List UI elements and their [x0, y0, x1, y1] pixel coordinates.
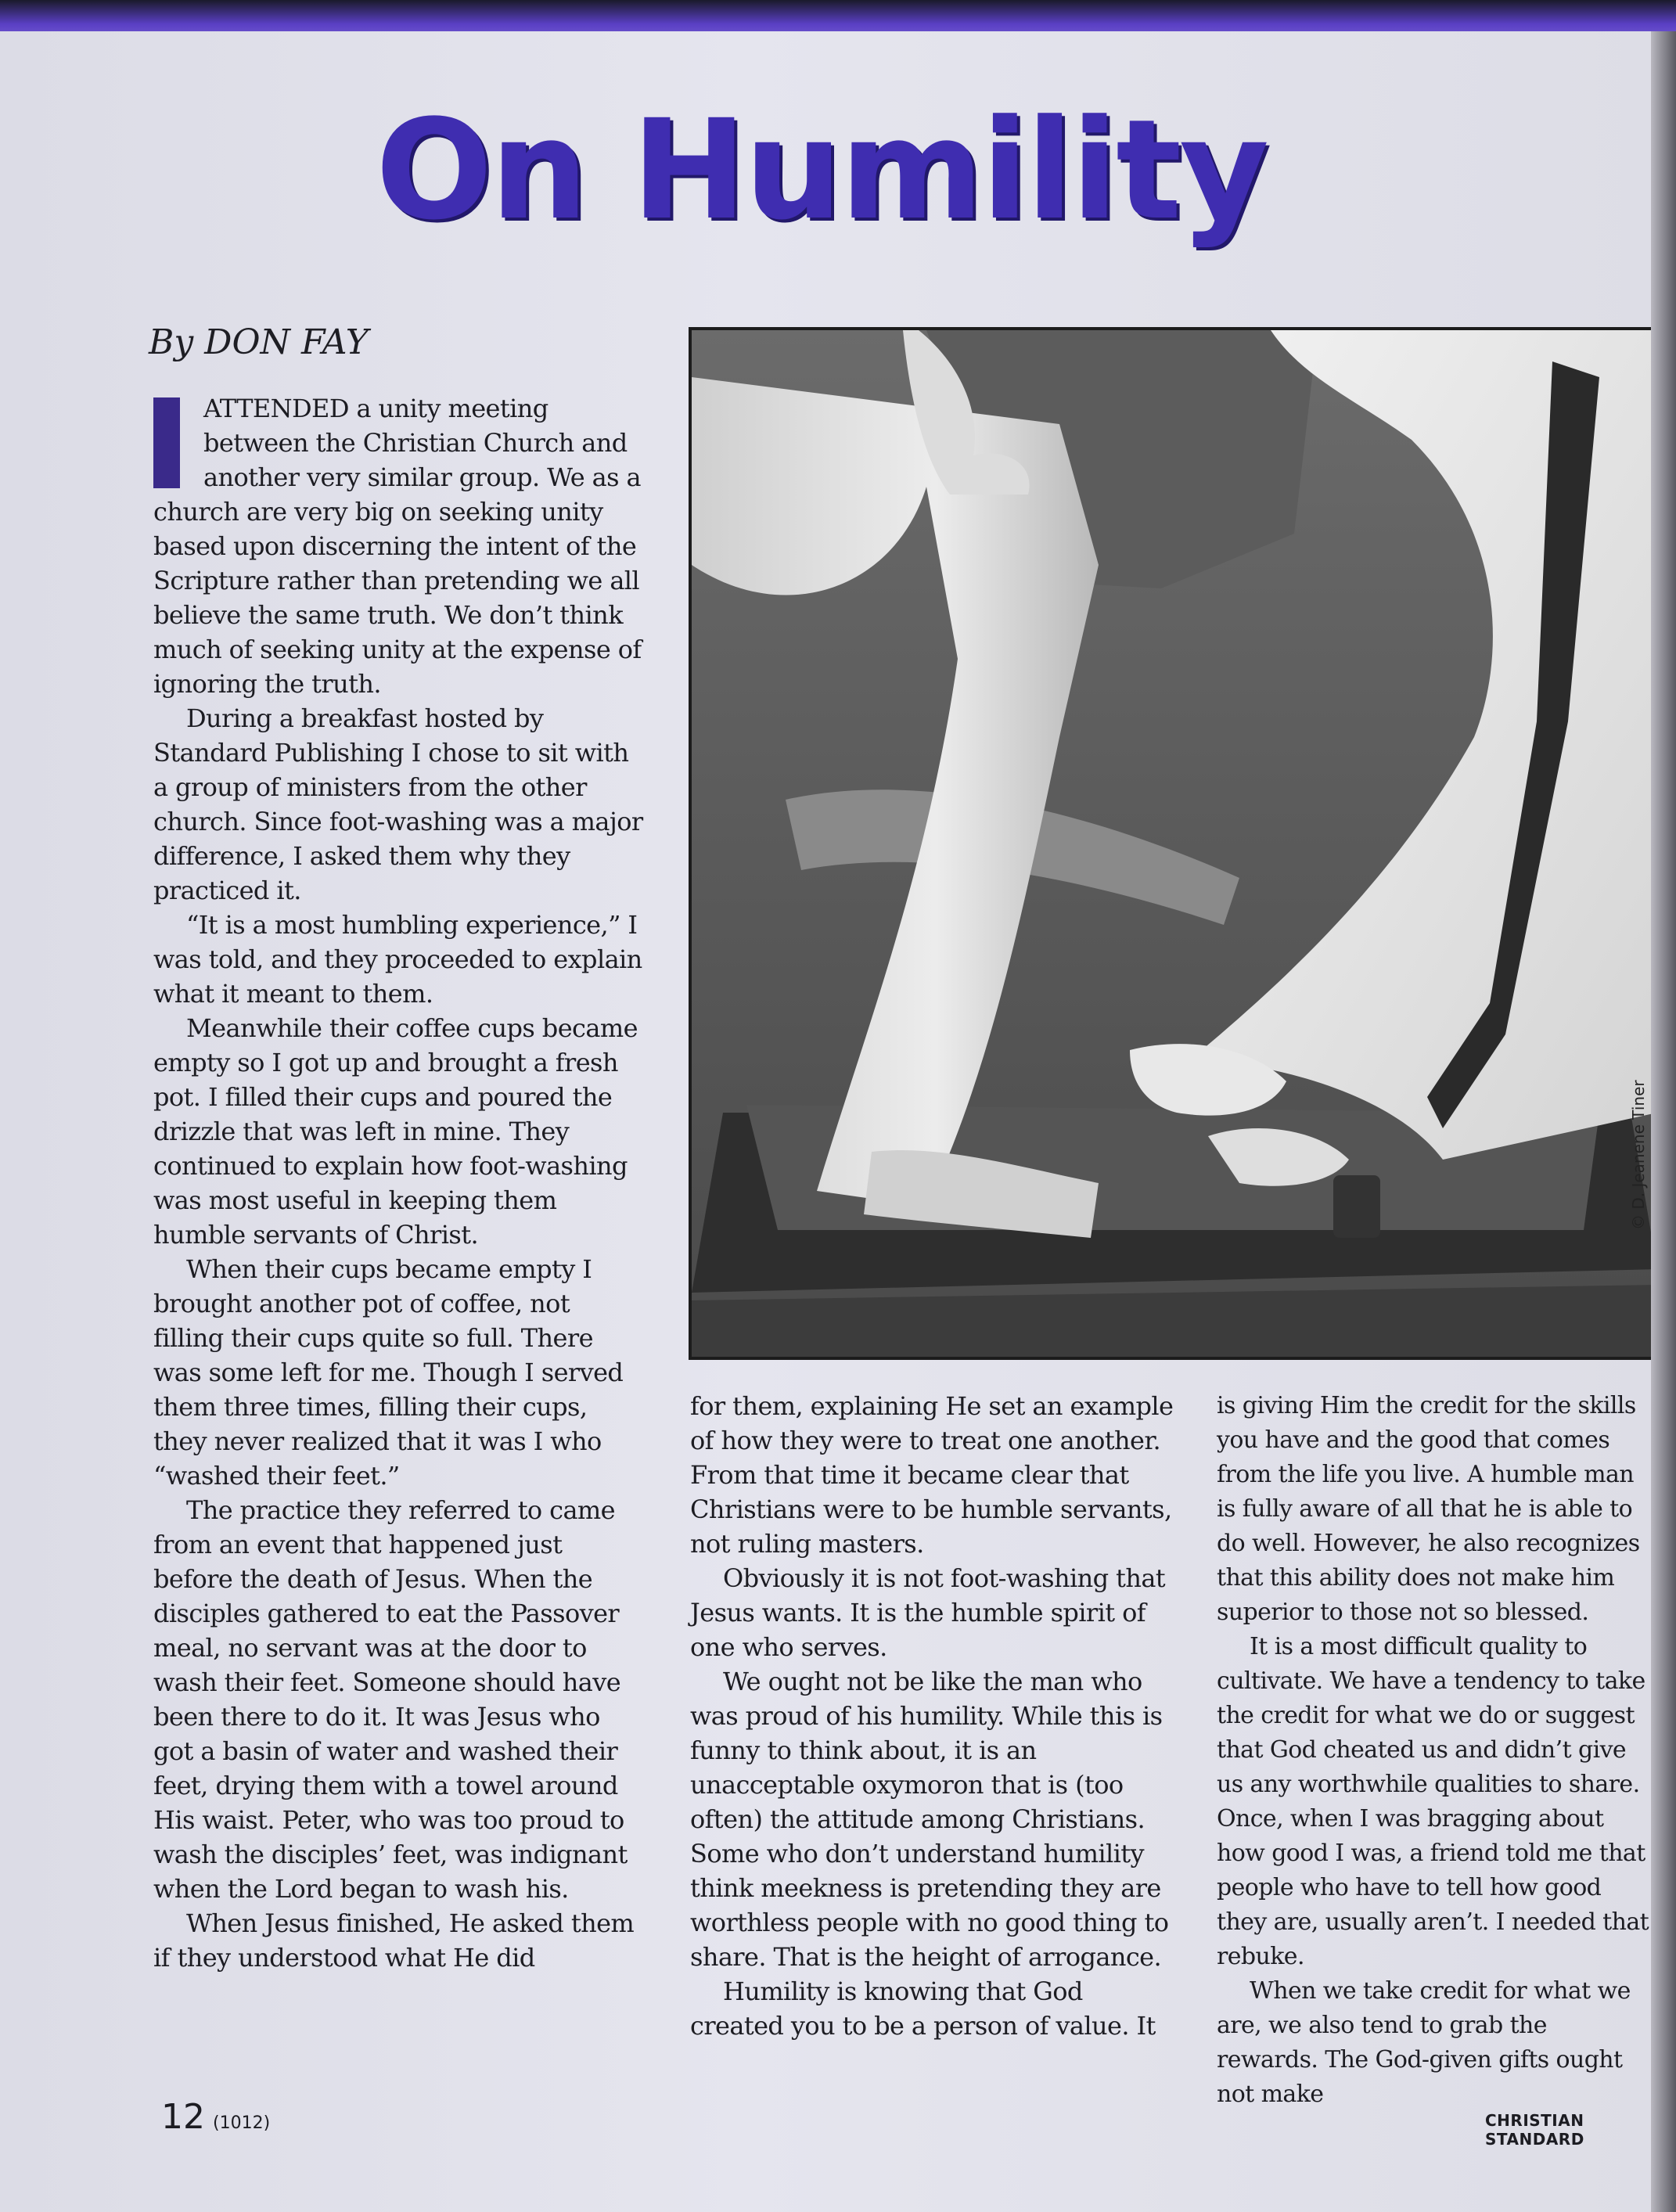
paragraph: “It is a most humbling experience,” I was told, and they proceeded to explain what it meant to them. — [153, 910, 642, 1009]
paragraph: When their cups became empty I brought another pot of coffee, not filling their cups quite so full. There was some left for me. Though I served them three times, filling their cups, they never realized that it was I who “washed their feet.” — [153, 1254, 624, 1491]
paragraph: When Jesus finished, He asked them if they understood what He did — [153, 1908, 635, 1973]
photo-illustration — [692, 330, 1651, 1357]
drop-cap-bar — [153, 397, 180, 488]
page-edge-shadow — [1651, 31, 1676, 2212]
opening-text: a unity meeting between the Christian Church and another very similar group. We as a church are very big on seeking unity based upon discerning the intent of the Scripture rather than pretending we all believe the same truth. We don’t think much of seeking unity at the expense of ignoring the truth. — [153, 394, 642, 699]
article-column-1 — [153, 391, 646, 1975]
opening-paragraph — [153, 391, 646, 701]
page-number-sub: (1012) — [213, 2113, 271, 2133]
paragraph: We ought not be like the man who was proud of his humility. While this is funny to think about, it is an unacceptable oxymoron that is (too often) the attitude among Christians. Some who don’t understand humility think meekness is pretending they are worthless people with no good thing to share. That is the height of arrogance. — [690, 1667, 1169, 1972]
paragraph: When we take credit for what we are, we also tend to grab the rewards. The God-given gifts ought not make — [1217, 1977, 1631, 2108]
paragraph: for them, explaining He set an example of how they were to treat one another. From that time it became clear that Christians were to be humble servants, not ruling masters. — [690, 1391, 1174, 1559]
paragraph: is giving Him the credit for the skills you have and the good that comes from the life you live. A humble man is fully aware of all that he is able to do well. However, he also recognizes that this ability does not make him superior to those not so blessed. — [1217, 1392, 1640, 1626]
paragraph: Obviously it is not foot-washing that Jesus wants. It is the humble spirit of one who serves. — [690, 1563, 1166, 1662]
foot-washing-photo — [689, 327, 1651, 1360]
paragraph: The practice they referred to came from an event that happened just before the death of Jesus. When the disciples gathered to eat the Passover meal, no servant was at the door to wash their feet. Someone should have been there to do it. It was Jesus who got a basin of water and washed their feet, drying them with a towel around His waist. Peter, who was too proud to wash the disciples’ feet, was indignant when the Lord began to wash his. — [153, 1495, 628, 1904]
opening-word: ATTENDED — [203, 394, 349, 423]
paragraph: Meanwhile their coffee cups became empty so I got up and brought a fresh pot. I filled their cups and poured the drizzle that was left in mine. They continued to explain how foot-washing was most useful in keeping them humble servants of Christ. — [153, 1013, 638, 1250]
magazine-name: CHRISTIAN STANDARD — [1485, 2111, 1584, 2149]
magazine-page — [0, 31, 1651, 2212]
byline: By DON FAY — [149, 322, 369, 362]
article-column-2 — [690, 1389, 1174, 2043]
paragraph: During a breakfast hosted by Standard Publishing I chose to sit with a group of ministers from the other church. Since foot-washing was a major difference, I asked them why they practiced it. — [153, 703, 643, 905]
page-number — [161, 2097, 270, 2137]
photo-credit: © D. Jeanene Tiner — [1629, 1080, 1648, 1230]
top-color-band — [0, 0, 1676, 34]
paragraph: It is a most difficult quality to cultivate. We have a tendency to take the credit for what we do or suggest that God cheated us and didn’t give us any worthwhile qualities to share. Once, when I was bragging about how good I was, a friend told me that people who have to tell how good they are, usually aren’t. I needed that rebuke. — [1217, 1633, 1649, 1970]
article-title: On Humility — [376, 90, 1268, 250]
page-number-value: 12 — [161, 2097, 205, 2137]
paragraph: Humility is knowing that God created you to be a person of value. It — [690, 1976, 1156, 2041]
article-column-3 — [1217, 1389, 1651, 2112]
